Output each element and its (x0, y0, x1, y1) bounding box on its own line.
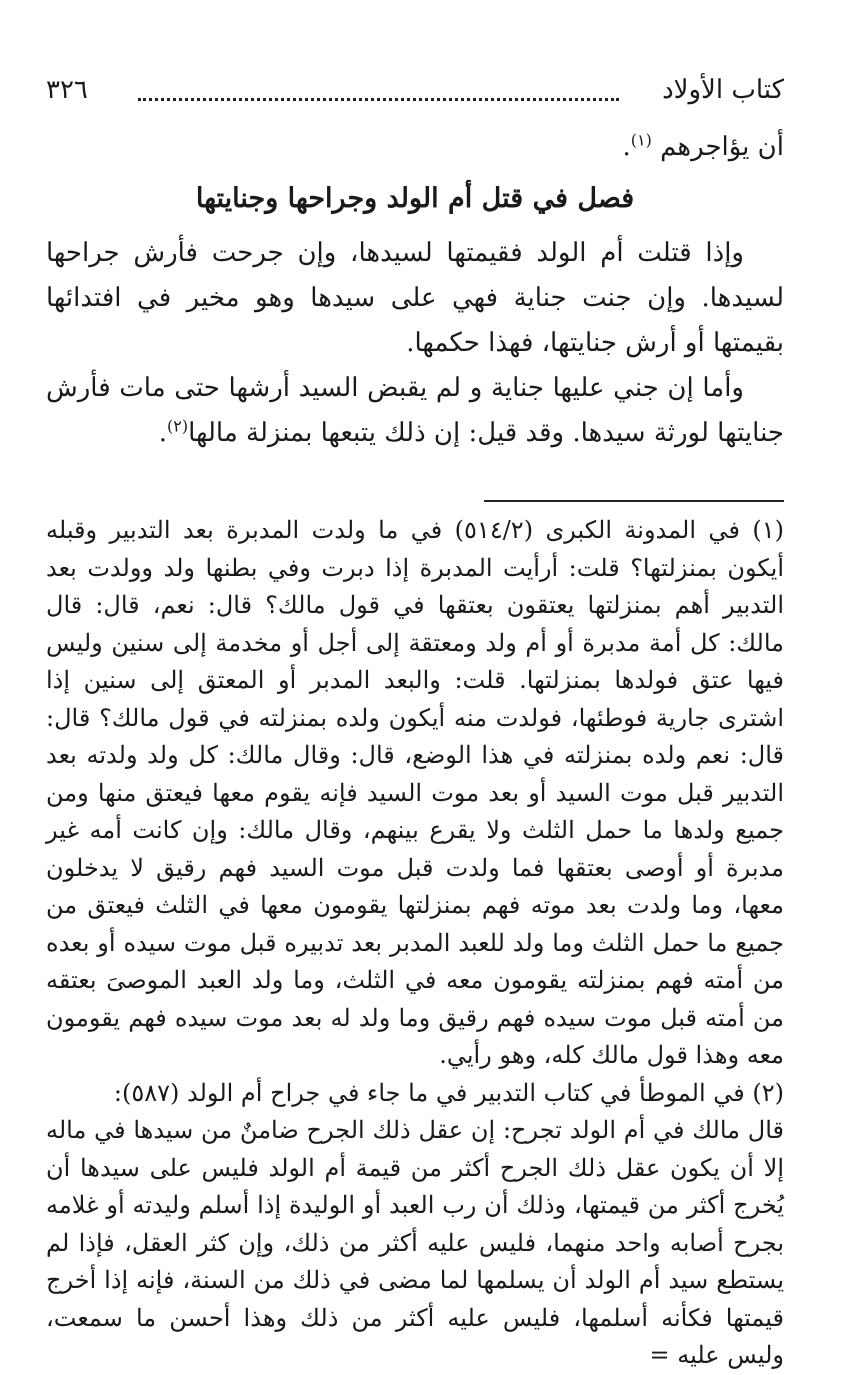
running-head (46, 70, 784, 110)
footnote-2-body: قال مالك في أم الولد تجرح: إن عقل ذلك الجرح ضامنٌ من سيدها في ماله إلا أن يكون عقل ذلك الجرح أكثر من قيمة أم الولد فليس على سيدها أن يُخرج أكثر من قيمتها، وذلك أن رب العبد أو الوليدة إذا أسلم وليدته أو غلامه بجرح أصابه واحد منهما، فليس عليه أكثر من ذلك، وإن كثر العقل، فإذا لم يستطع سيد أم الولد أن يسلمها لما مضى في ذلك من السنة، فإنه إذا أخرج قيمتها فكأنه أسلمها، فليس عليه أكثر من ذلك وهذا أحسن ما سمعت، وليس عليه = (46, 1116, 784, 1369)
footnote-1-marker: (١) (752, 516, 784, 544)
footnote-1 (46, 512, 784, 1075)
footnote-2-intro: في الموطأ في كتاب التدبير في ما جاء في جراح أم الولد (٥٨٧): (113, 1078, 745, 1107)
footnotes (46, 512, 784, 1375)
paragraph-2: وأما إن جني عليها جناية و لم يقبض السيد أرشها حتى مات فأرش جنايتها لورثة سيدها. وقد قيل: إن ذلك يتبعها بمنزلة مالها$^{(٢)}$. (46, 373, 784, 448)
continuation-line: أن يؤاجرهم $^{(١)}$. (622, 130, 784, 162)
footnote-1-text: في المدونة الكبرى (٥١٤/٢) في ما ولدت المدبرة بعد التدبير وقبله أيكون بمنزلتها؟ قلت: أرأيت المدبرة إذا دبرت وفي بطنها ولد وولدت بعد التدبير أهم بمنزلتها يعتقون بعتقها في قول مالك؟ قال: نعم، قال: قال مالك: كل أمة مدبرة أو أم ولد ومعتقة إلى أجل أو مخدمة إلى سنين وليس فيها عتق فولدها بمنزلتها. قلت: والبعد المدبر أو المعتق إلى سنين إذا اشترى جارية فوطئها، فولدت منه أيكون ولده بمنزلته في قول مالك؟ قال: قال: نعم ولده بمنزلته في هذا الوضع، قال: وقال مالك: كل ولد ولدته بعد التدبير قبل موت السيد أو بعد موت السيد فإنه يقوم معها فيعتق منها ومن جميع ولدها ما حمل الثلث ولا يقرع بينهم، وقال مالك: وإن كانت أمه غير مدبرة أو أوصى بعتقها فما ولدت قبل موت السيد فهم رقيق لا يدخلون معها، وما ولدت بعد موته فهم بمنزلتها يقومون معها في الثلث فيعتق من جميع ما حمل الثلث وما ولد للعبد المدبر بعد تدبيره قبل موت سيده أو بعده من أمته فهم بمنزلته يقومون معه في الثلث، وما ولد العبد الموصىَ بعتقه من أمته قبل موت سيده فهم رقيق وما ولد له بعد موت سيده فهم يقومون معه وهذا قول مالك كله، وهو رأيي. (46, 516, 785, 1069)
footnote-ref-2: (٢) (166, 416, 189, 436)
main-text (46, 125, 784, 456)
page-number: ٣٢٦ (46, 75, 88, 105)
page (46, 0, 784, 1375)
footnote-ref-1: (١) (630, 130, 652, 150)
footnote-2 (46, 1075, 784, 1113)
leader-dots (138, 80, 619, 101)
footnote-separator (484, 500, 784, 502)
book-title: كتاب الأولاد (662, 75, 784, 105)
footnote-2-marker: (٢) (752, 1078, 784, 1107)
section-title: فصل في قتل أم الولد وجراحها وجنايتها (195, 183, 635, 214)
paragraph-1: وإذا قتلت أم الولد فقيمتها لسيدها، وإن جرحت فأرش جراحها لسيدها. وإن جنت جناية فهي على سيدها وهو مخير في افتدائها بقيمتها أو أرش جنايتها، فهذا حكمها. (46, 238, 784, 358)
